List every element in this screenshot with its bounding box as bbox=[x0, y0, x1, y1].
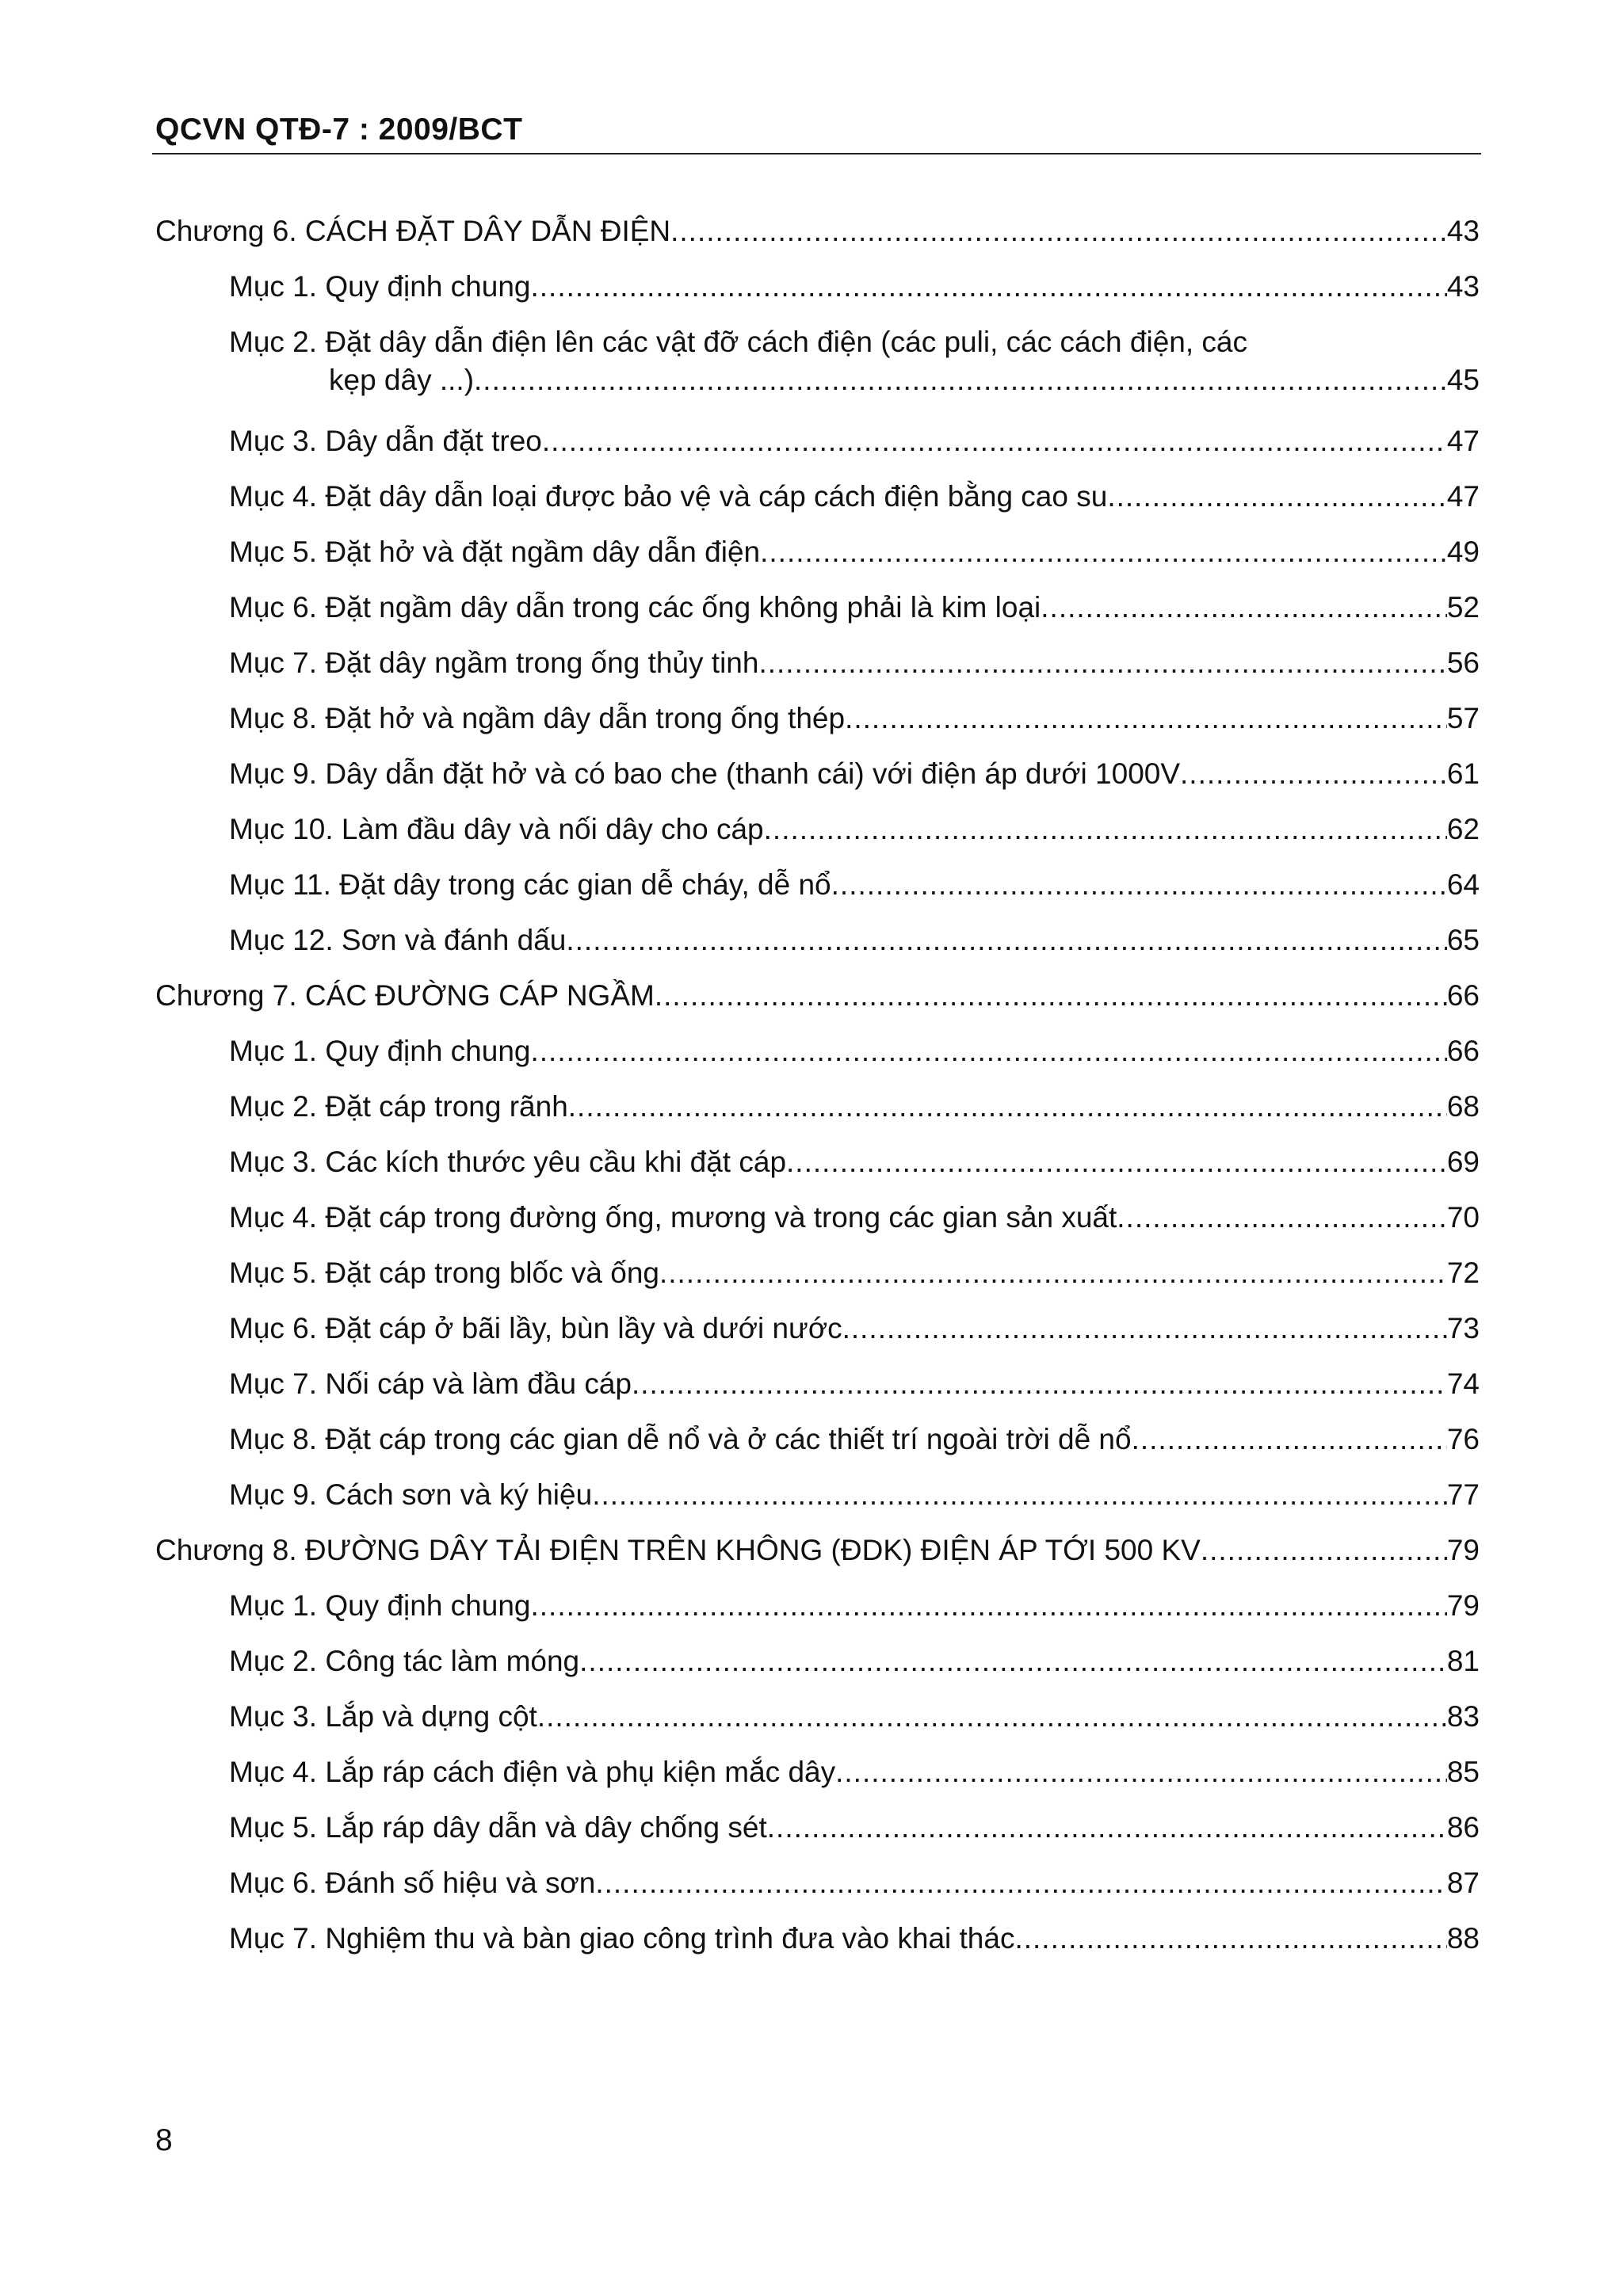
dot-leader bbox=[1201, 1531, 1447, 1569]
toc-page-number: 52 bbox=[1446, 591, 1480, 624]
dot-leader bbox=[1014, 1920, 1446, 1958]
toc-entry-label: Mục 6. Đặt ngầm dây dẫn trong các ống không phải là kim loại bbox=[229, 591, 1041, 624]
toc-section-entry[interactable] bbox=[155, 810, 1480, 849]
toc-entry-label: Mục 4. Đặt dây dẫn loại được bảo vệ và cáp cách điện bằng cao su bbox=[229, 480, 1108, 513]
toc-entry-label: Mục 7. Đặt dây ngầm trong ống thủy tinh bbox=[229, 646, 759, 679]
toc-entry-label: Mục 5. Đặt hở và đặt ngầm dây dẫn điện bbox=[229, 536, 761, 568]
toc-section-entry[interactable] bbox=[155, 1365, 1480, 1403]
dot-leader bbox=[531, 1032, 1447, 1070]
toc-section-entry[interactable] bbox=[155, 1642, 1480, 1680]
toc-entry-label: Mục 9. Cách sơn và ký hiệu bbox=[229, 1478, 593, 1511]
toc-chapter-entry[interactable] bbox=[155, 1531, 1480, 1569]
toc-page-number: 79 bbox=[1446, 1534, 1480, 1566]
toc-section-entry[interactable] bbox=[155, 589, 1480, 627]
dot-leader bbox=[835, 1753, 1447, 1791]
dot-leader bbox=[542, 422, 1447, 460]
dot-leader bbox=[592, 1476, 1447, 1514]
toc-entry-label: Chương 6. CÁCH ĐẶT DÂY DẪN ĐIỆN bbox=[155, 215, 671, 247]
toc-entry-label: Mục 4. Lắp ráp cách điện và phụ kiện mắc dây bbox=[229, 1756, 836, 1788]
dot-leader bbox=[831, 866, 1447, 904]
toc-entry-label: Mục 4. Đặt cáp trong đường ống, mương và trong các gian sản xuất bbox=[229, 1201, 1117, 1234]
toc-page-number: 73 bbox=[1446, 1312, 1480, 1344]
dot-leader bbox=[670, 212, 1447, 250]
toc-entry-label: Mục 1. Quy định chung bbox=[229, 1589, 531, 1622]
toc-entry-label: Chương 8. ĐƯỜNG DÂY TẢI ĐIỆN TRÊN KHÔNG (ĐDK) ĐIỆN ÁP TỚI 500 KV bbox=[155, 1534, 1201, 1566]
toc-page-number: 69 bbox=[1446, 1146, 1480, 1178]
dot-leader bbox=[579, 1642, 1447, 1680]
toc-chapter-entry[interactable] bbox=[155, 977, 1480, 1015]
toc-page-number: 70 bbox=[1446, 1201, 1480, 1234]
toc-section-entry[interactable] bbox=[155, 644, 1480, 682]
toc-page-number: 74 bbox=[1446, 1367, 1480, 1400]
toc-page-number: 72 bbox=[1446, 1257, 1480, 1289]
toc-page-number: 88 bbox=[1446, 1922, 1480, 1955]
toc-page-number: 57 bbox=[1446, 702, 1480, 734]
toc-section-entry[interactable] bbox=[155, 1310, 1480, 1348]
dot-leader bbox=[632, 1365, 1447, 1403]
toc-section-entry[interactable] bbox=[155, 323, 1480, 399]
toc-entry-label-continued: kẹp dây ...) bbox=[329, 364, 475, 396]
toc-section-entry[interactable] bbox=[155, 1809, 1480, 1847]
dot-leader bbox=[1180, 755, 1447, 793]
toc-entry-label: Mục 6. Đặt cáp ở bãi lầy, bùn lầy và dưới nước bbox=[229, 1312, 842, 1344]
toc-page-number: 86 bbox=[1446, 1811, 1480, 1844]
toc-section-entry[interactable] bbox=[155, 921, 1480, 959]
toc-section-entry[interactable] bbox=[155, 755, 1480, 793]
toc-page-number: 47 bbox=[1446, 480, 1480, 513]
toc-page-number: 83 bbox=[1446, 1700, 1480, 1733]
toc-page-number: 56 bbox=[1446, 646, 1480, 679]
toc-section-entry[interactable] bbox=[155, 1698, 1480, 1736]
toc-page-number: 61 bbox=[1446, 757, 1480, 790]
dot-leader bbox=[764, 810, 1447, 849]
toc-page-number: 79 bbox=[1446, 1589, 1480, 1622]
dot-leader bbox=[842, 1310, 1447, 1348]
page-header-title: QCVN QTĐ-7 : 2009/BCT bbox=[155, 113, 523, 147]
toc-chapter-entry[interactable] bbox=[155, 212, 1480, 250]
dot-leader bbox=[1117, 1199, 1447, 1237]
toc-page-number: 66 bbox=[1446, 979, 1480, 1012]
dot-leader bbox=[758, 644, 1446, 682]
toc-entry-label: Mục 2. Công tác làm móng bbox=[229, 1645, 580, 1677]
toc-entry-label: Mục 1. Quy định chung bbox=[229, 1035, 531, 1067]
toc-entry-label: Mục 7. Nối cáp và làm đầu cáp bbox=[229, 1367, 632, 1400]
toc-page-number: 47 bbox=[1446, 425, 1480, 457]
toc-entry-label: Mục 8. Đặt hở và ngầm dây dẫn trong ống thép bbox=[229, 702, 846, 734]
dot-leader bbox=[531, 268, 1447, 306]
toc-section-entry[interactable] bbox=[155, 1032, 1480, 1070]
toc-page-number: 64 bbox=[1446, 868, 1480, 901]
toc-section-entry[interactable] bbox=[155, 1753, 1480, 1791]
dot-leader bbox=[1132, 1421, 1447, 1459]
toc-entry-label: Mục 1. Quy định chung bbox=[229, 270, 531, 303]
toc-section-entry[interactable] bbox=[155, 422, 1480, 460]
toc-page-number: 62 bbox=[1446, 813, 1480, 845]
toc-page-number: 87 bbox=[1446, 1867, 1480, 1899]
toc-entry-label: Mục 3. Các kích thước yêu cầu khi đặt cáp bbox=[229, 1146, 787, 1178]
toc-page-number: 65 bbox=[1446, 924, 1480, 956]
toc-section-entry[interactable] bbox=[155, 866, 1480, 904]
toc-entry-label: Mục 3. Lắp và dựng cột bbox=[229, 1700, 537, 1733]
toc-section-entry[interactable] bbox=[155, 1421, 1480, 1459]
toc-section-entry[interactable] bbox=[155, 1088, 1480, 1126]
dot-leader bbox=[786, 1143, 1447, 1181]
dot-leader bbox=[655, 977, 1447, 1015]
dot-leader bbox=[767, 1809, 1447, 1847]
toc-section-entry[interactable] bbox=[155, 533, 1480, 571]
toc-section-entry[interactable] bbox=[155, 1587, 1480, 1625]
toc-page-number: 85 bbox=[1446, 1756, 1480, 1788]
toc-entry-label: Mục 7. Nghiệm thu và bàn giao công trình đưa vào khai thác bbox=[229, 1922, 1015, 1955]
toc-section-entry[interactable] bbox=[155, 700, 1480, 738]
toc-entry-label: Mục 8. Đặt cáp trong các gian dễ nổ và ở các thiết trí ngoài trời dễ nổ bbox=[229, 1423, 1132, 1455]
toc-page-number: 45 bbox=[1446, 364, 1480, 396]
toc-entry-label: Mục 6. Đánh số hiệu và sơn bbox=[229, 1867, 596, 1899]
dot-leader bbox=[1041, 589, 1447, 627]
toc-page-number: 77 bbox=[1446, 1478, 1480, 1511]
toc-page-number: 68 bbox=[1446, 1090, 1480, 1123]
dot-leader bbox=[474, 361, 1447, 399]
toc-page-number: 43 bbox=[1446, 270, 1480, 303]
dot-leader bbox=[760, 533, 1447, 571]
toc-entry-label: Chương 7. CÁC ĐƯỜNG CÁP NGẦM bbox=[155, 979, 655, 1012]
toc-section-entry[interactable] bbox=[155, 268, 1480, 306]
toc-page-number: 76 bbox=[1446, 1423, 1480, 1455]
toc-entry-label: Mục 10. Làm đầu dây và nối dây cho cáp bbox=[229, 813, 764, 845]
dot-leader bbox=[595, 1864, 1447, 1902]
toc-entry-label: Mục 11. Đặt dây trong các gian dễ cháy, dễ nổ bbox=[229, 868, 831, 901]
toc-entry-label: Mục 12. Sơn và đánh dấu bbox=[229, 924, 567, 956]
toc-entry-label: Mục 3. Dây dẫn đặt treo bbox=[229, 425, 542, 457]
toc-section-entry[interactable] bbox=[155, 1199, 1480, 1237]
dot-leader bbox=[566, 921, 1446, 959]
toc-section-entry[interactable] bbox=[155, 478, 1480, 516]
toc-entry-label: Mục 5. Đặt cáp trong blốc và ống bbox=[229, 1257, 659, 1289]
dot-leader bbox=[1107, 478, 1447, 516]
toc-section-entry[interactable] bbox=[155, 1476, 1480, 1514]
toc-section-entry[interactable] bbox=[155, 1143, 1480, 1181]
toc-section-entry[interactable] bbox=[155, 1254, 1480, 1292]
toc-entry-label: Mục 2. Đặt cáp trong rãnh bbox=[229, 1090, 568, 1123]
toc-entry-label: Mục 2. Đặt dây dẫn điện lên các vật đỡ cách điện (các puli, các cách điện, các bbox=[229, 326, 1248, 358]
toc-entry-label: Mục 9. Dây dẫn đặt hở và có bao che (thanh cái) với điện áp dưới 1000V bbox=[229, 757, 1181, 790]
page-number: 8 bbox=[155, 2123, 173, 2157]
header-divider bbox=[152, 153, 1481, 154]
toc-page-number: 43 bbox=[1446, 215, 1480, 247]
toc-page-number: 81 bbox=[1446, 1645, 1480, 1677]
toc-page-number: 66 bbox=[1446, 1035, 1480, 1067]
toc-entry-label: Mục 5. Lắp ráp dây dẫn và dây chống sét bbox=[229, 1811, 767, 1844]
dot-leader bbox=[845, 700, 1447, 738]
toc-section-entry[interactable] bbox=[155, 1864, 1480, 1902]
toc-section-entry[interactable] bbox=[155, 1920, 1480, 1958]
toc-page-number: 49 bbox=[1446, 536, 1480, 568]
dot-leader bbox=[531, 1587, 1447, 1625]
dot-leader bbox=[659, 1254, 1447, 1292]
dot-leader bbox=[568, 1088, 1447, 1126]
dot-leader bbox=[537, 1698, 1447, 1736]
